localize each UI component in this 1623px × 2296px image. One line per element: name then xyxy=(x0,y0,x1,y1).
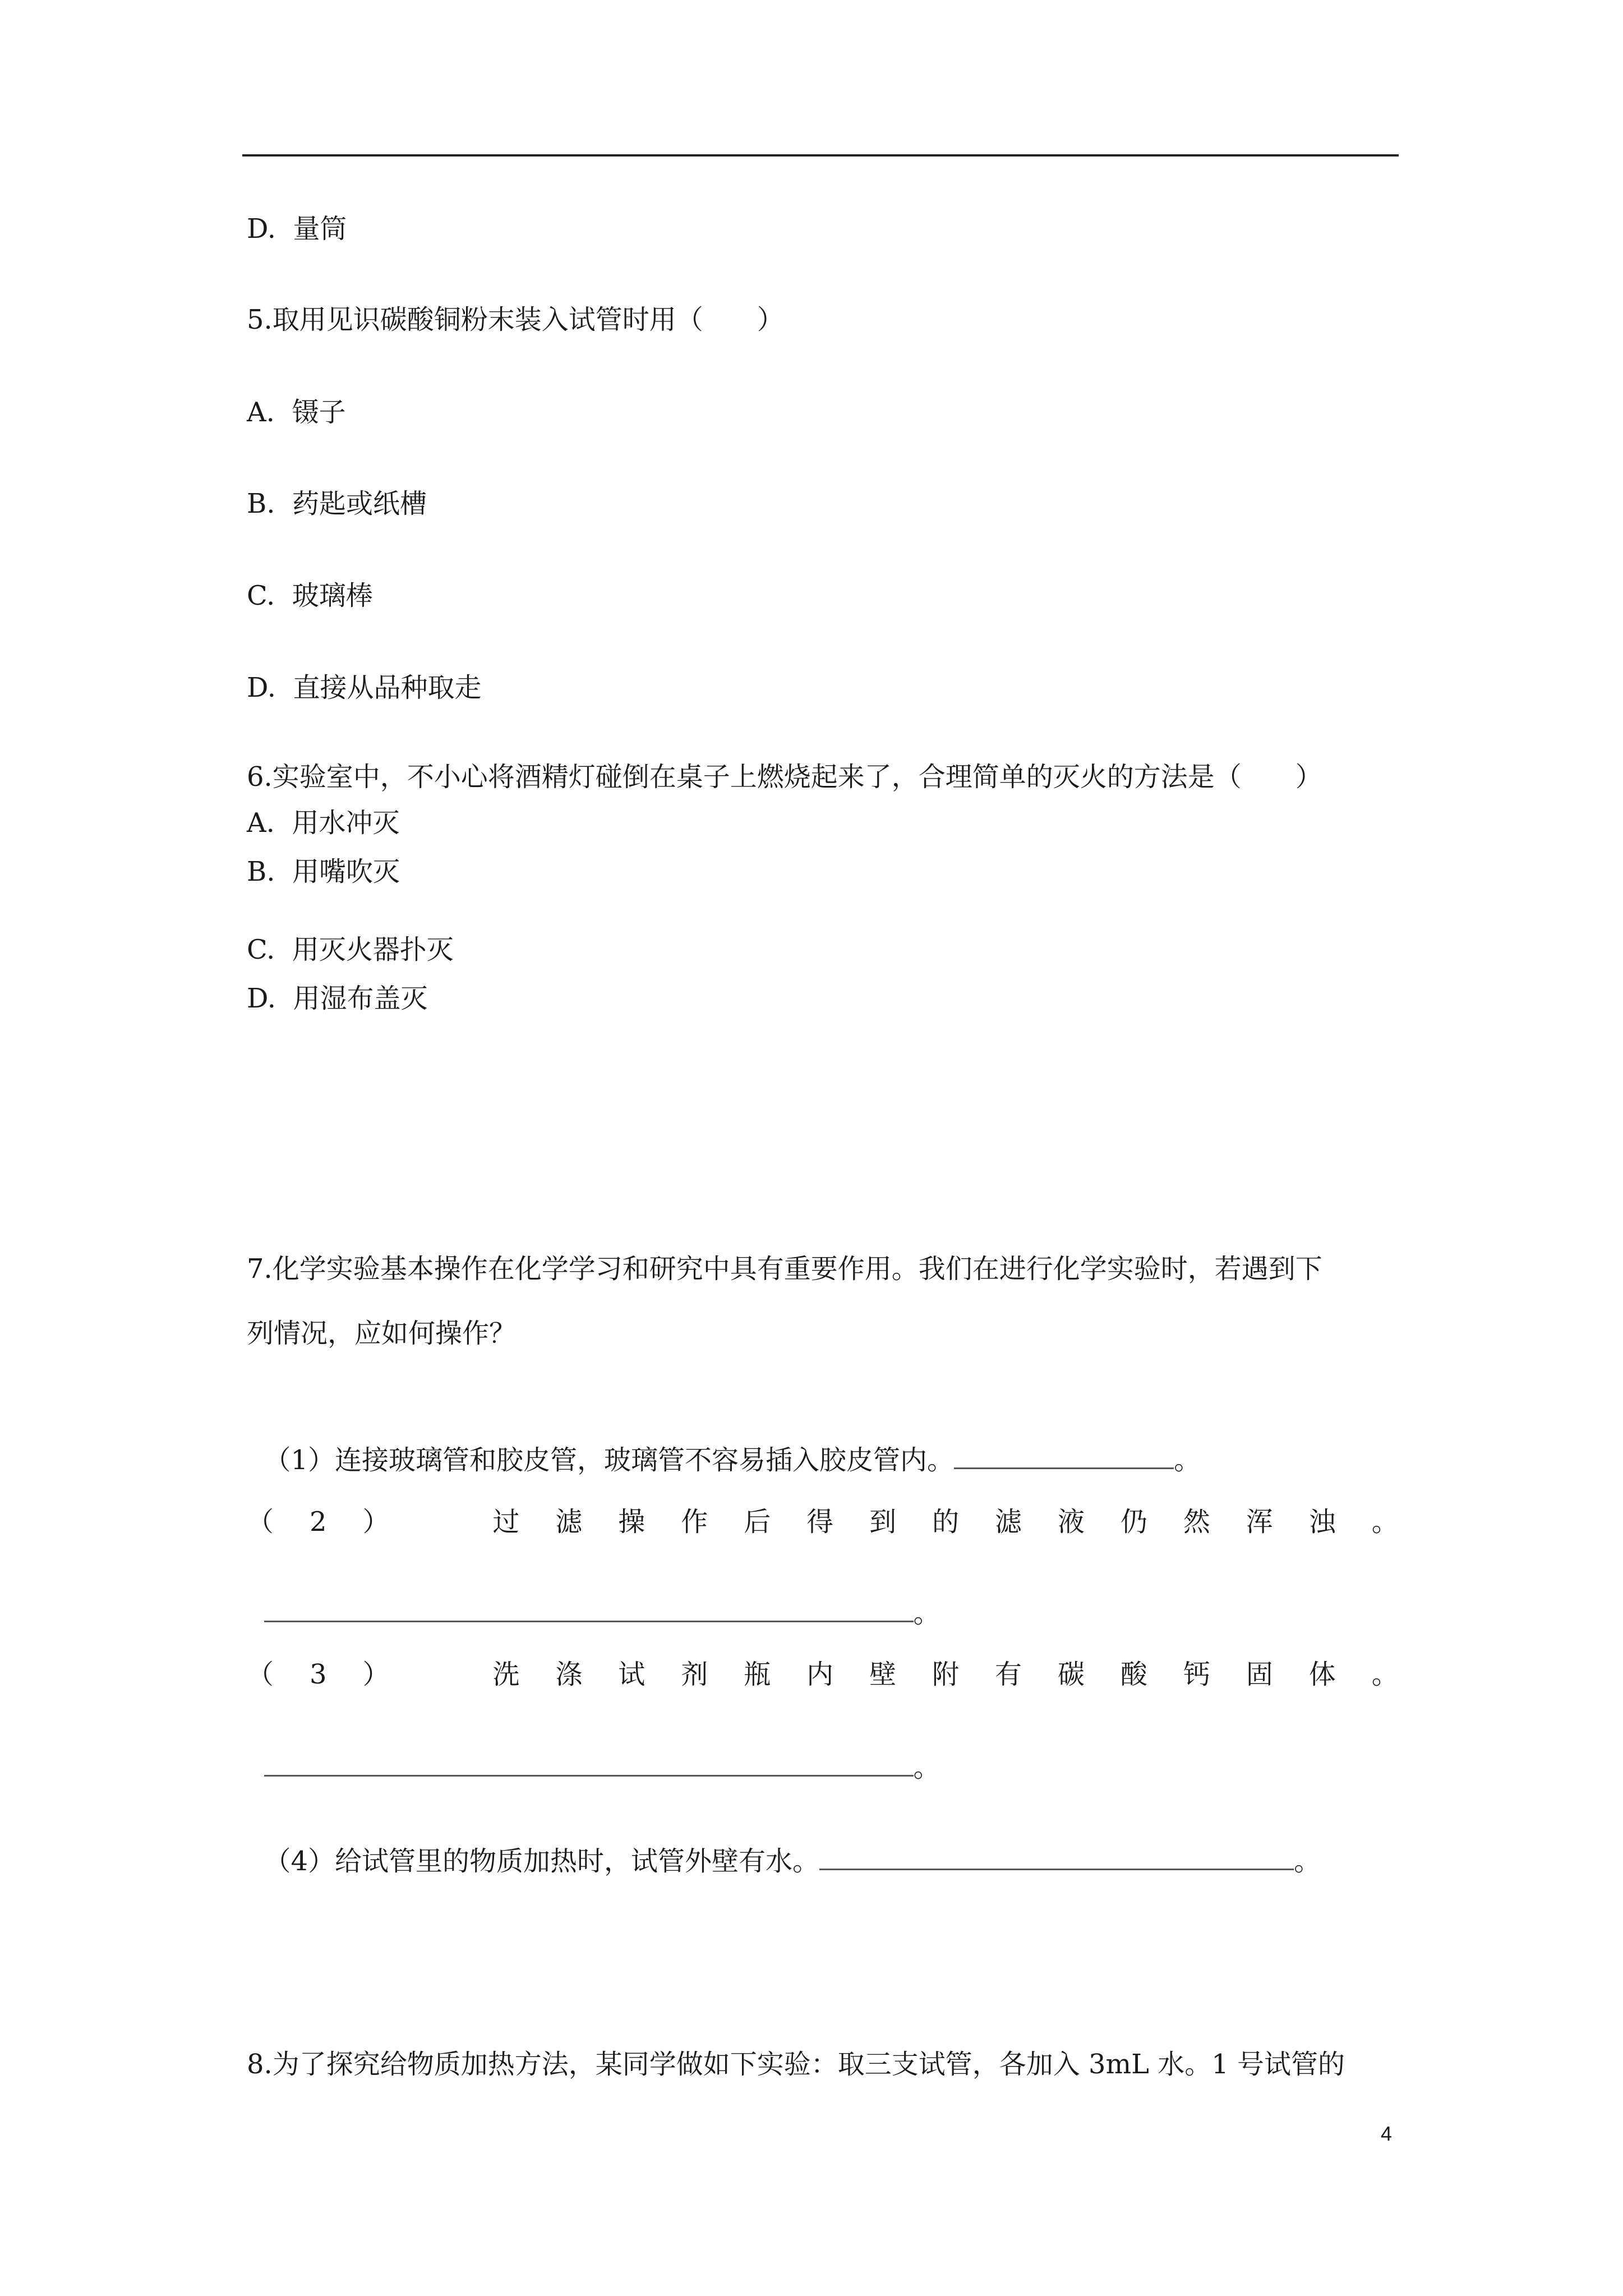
q7-item2-period: 。 xyxy=(913,1598,940,1629)
q5-stem: 5.取用见识碳酸铜粉末装入试管时用（ ） xyxy=(247,304,784,335)
q7-item2-answer-line xyxy=(247,1563,940,1630)
q7-item3-char: 。 xyxy=(1371,1659,1399,1690)
header-rule xyxy=(242,154,1399,157)
q7-item2-char: 滤 xyxy=(995,1506,1022,1538)
q5-option-d: D. 直接从品种取走 xyxy=(247,672,482,703)
q7-item2-char: 后 xyxy=(744,1506,771,1538)
q7-item3-answer-blank[interactable] xyxy=(264,1752,914,1777)
q7-item3-char: 内 xyxy=(806,1659,834,1690)
q7-item4 xyxy=(247,1811,1321,1878)
q8-stem-line1: 8.为了探究给物质加热方法，某同学做如下实验：取三支试管，各加入 3mL 水。1 号试管的 xyxy=(247,2049,1345,2080)
q7-item3-char: 涤 xyxy=(555,1659,583,1690)
q7-item3-char: 固 xyxy=(1246,1659,1273,1690)
q7-item3-line xyxy=(247,1658,1399,1691)
q4-option-d: D. 量筒 xyxy=(247,213,347,245)
q5-option-b: B. 药匙或纸槽 xyxy=(247,488,427,519)
q7-item3-char: 钙 xyxy=(1183,1659,1210,1690)
q7-item2-char: 到 xyxy=(869,1506,897,1538)
q7-item2-char: 然 xyxy=(1183,1506,1210,1538)
q7-item2-line xyxy=(247,1505,1399,1539)
q7-item3-char: 3 xyxy=(309,1659,327,1690)
q7-item3-char: 酸 xyxy=(1120,1659,1147,1690)
q7-item3-char: 有 xyxy=(995,1659,1022,1690)
q7-item2-char: 得 xyxy=(806,1506,834,1538)
q6-option-b: B. 用嘴吹灭 xyxy=(247,856,400,887)
q7-item2-char: 的 xyxy=(932,1506,960,1538)
q7-item3-char: 碳 xyxy=(1057,1659,1085,1690)
q7-item2-char: ） xyxy=(362,1506,390,1538)
q7-stem-line2: 列情况，应如何操作？ xyxy=(247,1318,517,1349)
q6-option-c: C. 用灭火器扑灭 xyxy=(247,934,454,965)
q7-item2-char: 2 xyxy=(309,1506,327,1538)
q6-option-d: D. 用湿布盖灭 xyxy=(247,983,428,1014)
q7-item2-char: 浊 xyxy=(1308,1506,1336,1538)
q7-item3-char: 试 xyxy=(618,1659,645,1690)
q6-option-a: A. 用水冲灭 xyxy=(247,807,400,839)
q7-item3-char: ） xyxy=(362,1659,390,1690)
q7-item4-text: （4）给试管里的物质加热时，试管外壁有水。 xyxy=(264,1846,820,1877)
q5-option-c: C. 玻璃棒 xyxy=(247,580,373,611)
q6-stem: 6.实验室中，不小心将酒精灯碰倒在桌子上燃烧起来了，合理简单的灭火的方法是（ ） xyxy=(247,761,1322,793)
q7-item3-char: （ xyxy=(247,1659,274,1690)
q7-item3-char: 剂 xyxy=(681,1659,708,1690)
q7-item2-char: 。 xyxy=(1371,1506,1399,1538)
q7-item2-char: 液 xyxy=(1057,1506,1085,1538)
q7-item2-answer-blank[interactable] xyxy=(264,1598,914,1622)
q7-item3-char: 洗 xyxy=(492,1659,520,1690)
q7-item2-char: 仍 xyxy=(1120,1506,1147,1538)
q7-stem-line1: 7.化学实验基本操作在化学学习和研究中具有重要作用。我们在进行化学实验时，若遇到下 xyxy=(247,1253,1322,1285)
q7-item1-period: 。 xyxy=(1174,1444,1201,1476)
q7-item4-period: 。 xyxy=(1294,1846,1321,1877)
q7-item4-answer-blank[interactable] xyxy=(819,1846,1294,1870)
q7-item1-answer-blank[interactable] xyxy=(954,1445,1174,1469)
q7-item1-text: （1）连接玻璃管和胶皮管，玻璃管不容易插入胶皮管内。 xyxy=(264,1444,955,1476)
q7-item3-char: 附 xyxy=(932,1659,960,1690)
q7-item2-char: （ xyxy=(247,1506,274,1538)
q7-item3-char: 壁 xyxy=(869,1659,897,1690)
q7-item1 xyxy=(247,1410,1201,1477)
q5-option-a: A. 镊子 xyxy=(247,397,346,428)
q7-item3-answer-line xyxy=(247,1717,940,1784)
q7-item2-char: 浑 xyxy=(1246,1506,1273,1538)
q7-item2-char: 操 xyxy=(618,1506,645,1538)
q7-item2-char: 滤 xyxy=(555,1506,583,1538)
q7-item2-char: 过 xyxy=(492,1506,520,1538)
q7-item3-char: 体 xyxy=(1308,1659,1336,1690)
page-number: 4 xyxy=(1381,2122,1393,2145)
q7-item3-char: 瓶 xyxy=(744,1659,771,1690)
q7-item2-char: 作 xyxy=(681,1506,708,1538)
q7-item3-period: 。 xyxy=(913,1752,940,1783)
